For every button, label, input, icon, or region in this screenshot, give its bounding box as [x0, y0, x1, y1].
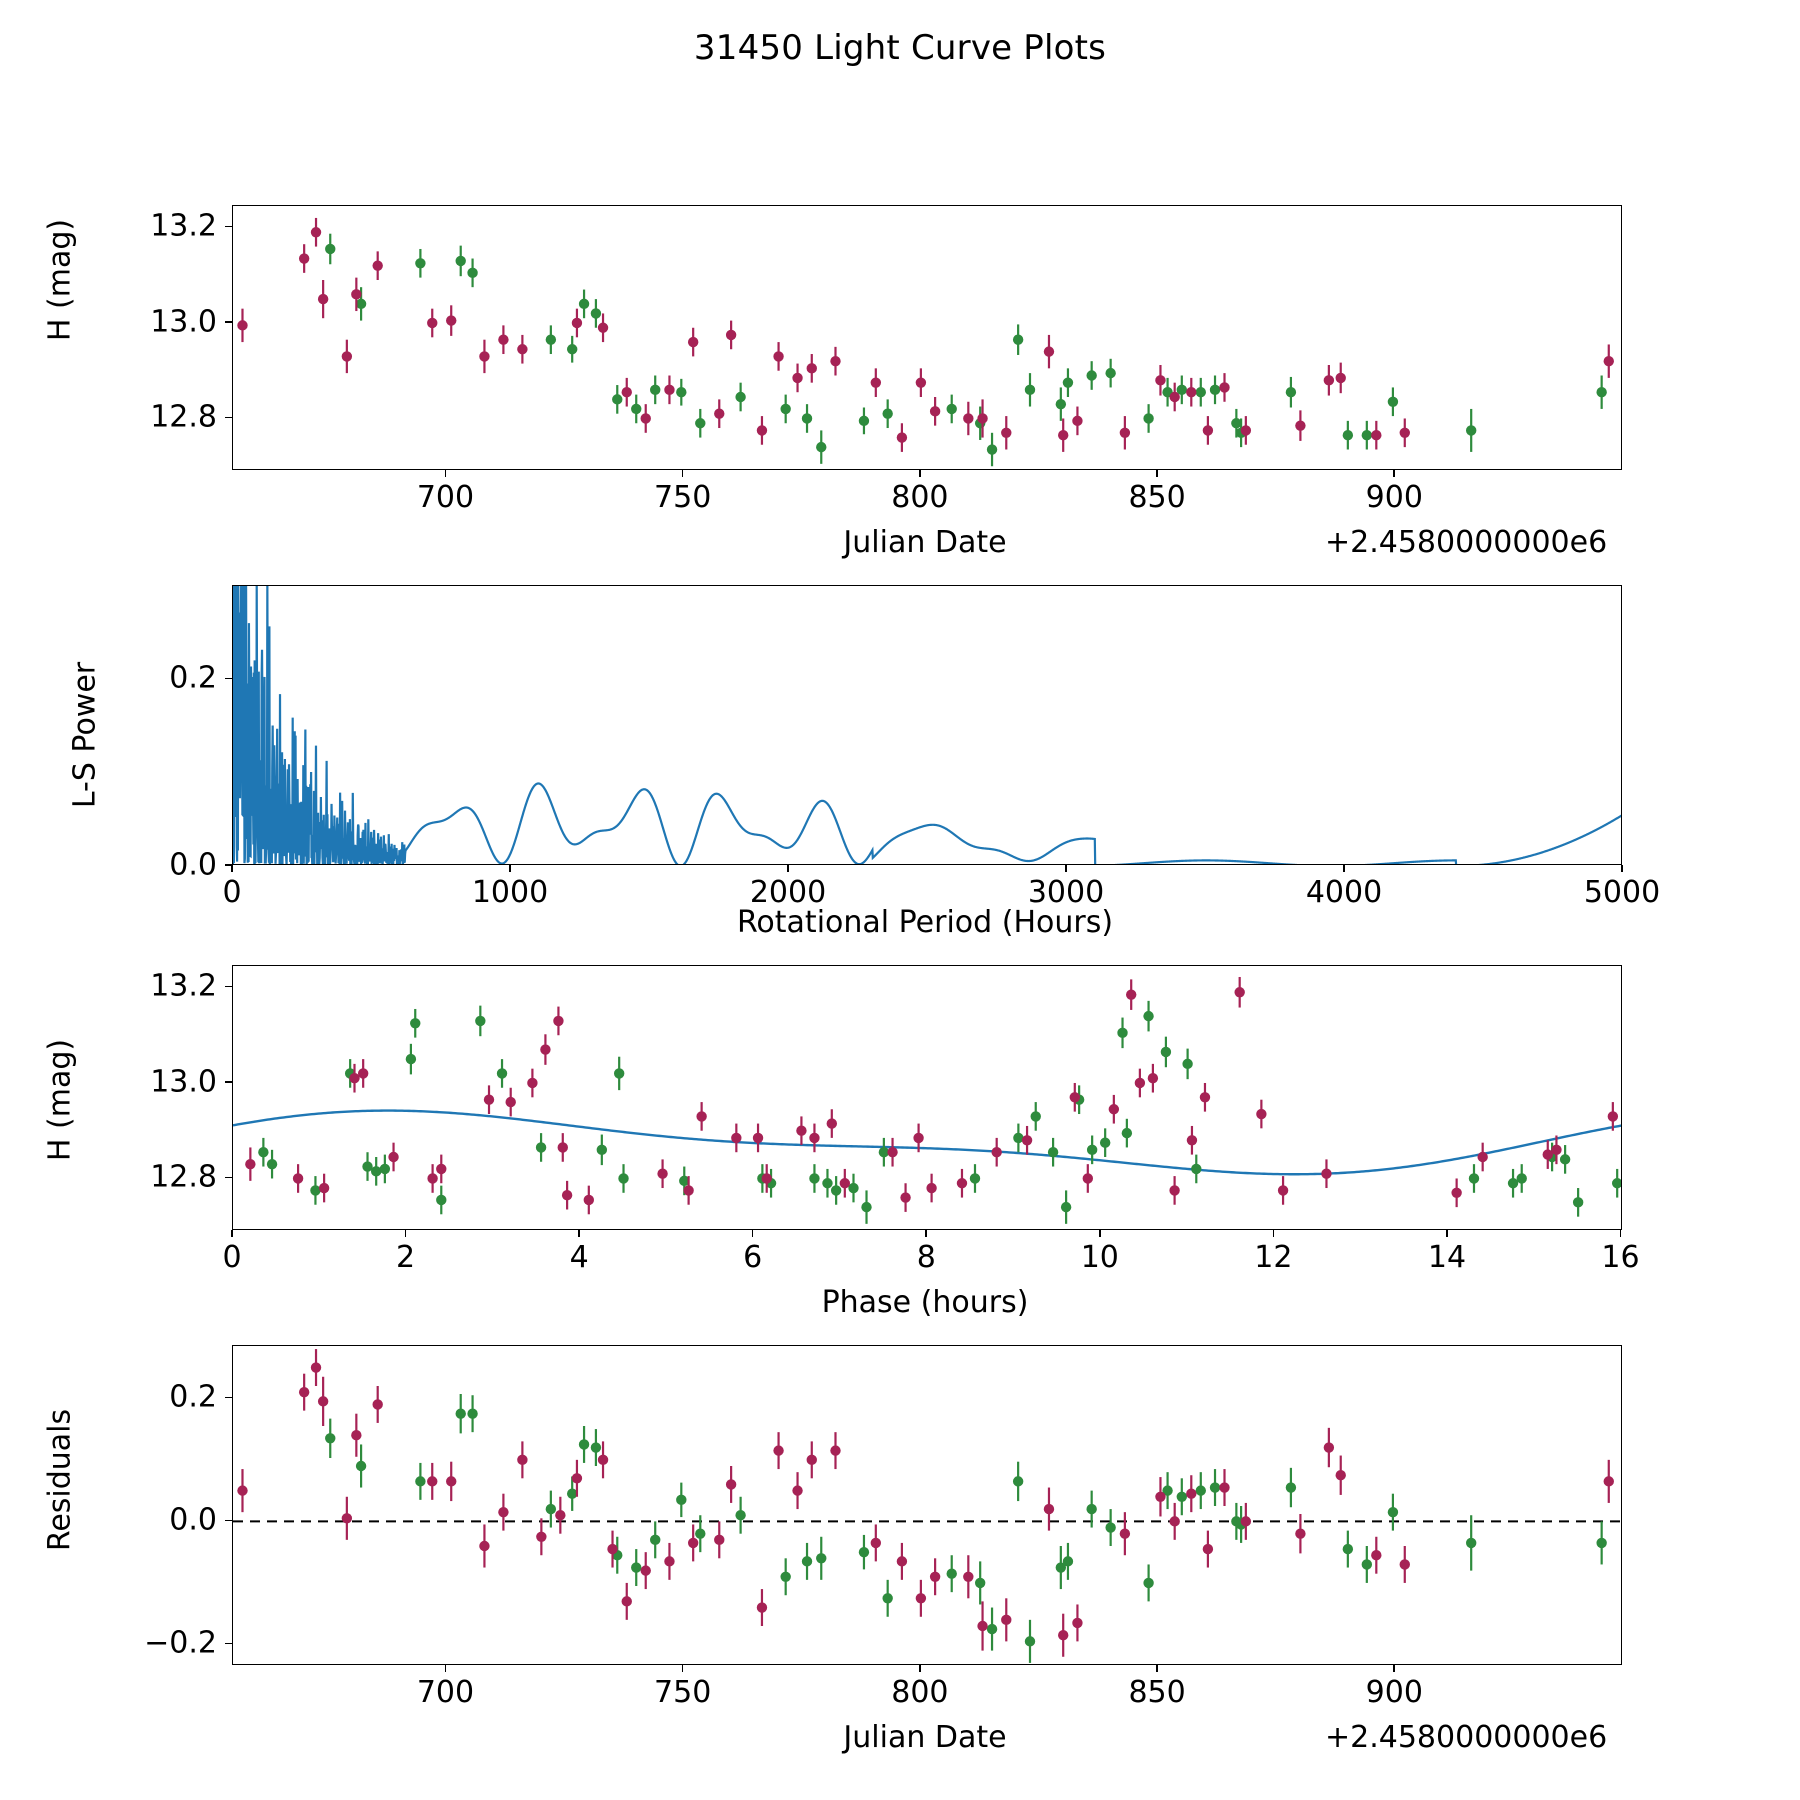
y-tick-label: 0.0 — [169, 1502, 217, 1538]
x-tick — [509, 865, 511, 872]
x-tick-label: 800 — [891, 480, 949, 515]
x-tick — [1099, 1230, 1101, 1237]
x-tick — [1393, 470, 1395, 477]
panel4-ylabel: Residuals — [42, 1408, 78, 1552]
x-tick-label: 0 — [222, 1240, 242, 1275]
y-tick-label: 13.0 — [150, 1064, 217, 1100]
x-tick — [1621, 865, 1623, 872]
panel3-ylabel: H (mag) — [42, 1038, 78, 1162]
panel4-plot-area[interactable] — [232, 1345, 1622, 1665]
x-tick — [925, 1230, 927, 1237]
y-tick-label: 12.8 — [150, 399, 217, 435]
x-tick — [1343, 865, 1345, 872]
y-tick — [225, 226, 232, 228]
x-tick-label: 6 — [743, 1240, 763, 1275]
panel1-ylabel: H (mag) — [42, 218, 78, 342]
x-tick — [1156, 1665, 1158, 1672]
x-tick — [1273, 1230, 1275, 1237]
x-tick-label: 850 — [1128, 1675, 1186, 1710]
x-tick-label: 850 — [1128, 480, 1186, 515]
y-tick — [225, 1177, 232, 1179]
panel1-x-offset: +2.4580000000e6 — [1325, 525, 1608, 560]
panel3-xlabel: Phase (hours) — [821, 1285, 1029, 1320]
y-tick — [225, 321, 232, 323]
y-tick-label: 0.2 — [169, 660, 217, 696]
panel4-xlabel: Julian Date — [843, 1720, 1007, 1755]
x-tick-label: 16 — [1601, 1240, 1640, 1275]
x-tick-label: 4000 — [1305, 875, 1383, 910]
x-tick — [919, 470, 921, 477]
x-tick — [1156, 470, 1158, 477]
x-tick — [445, 470, 447, 477]
x-tick-label: 700 — [416, 1675, 475, 1710]
x-tick — [787, 865, 789, 872]
x-tick-label: 2 — [396, 1240, 416, 1275]
panel2-xlabel: Rotational Period (Hours) — [736, 905, 1114, 940]
y-tick-label: 12.8 — [150, 1159, 217, 1195]
panel1-xlabel: Julian Date — [843, 525, 1007, 560]
y-tick — [225, 864, 232, 866]
x-tick-label: 2000 — [749, 875, 827, 910]
figure-title: 31450 Light Curve Plots — [693, 28, 1107, 68]
data-series-red-band — [245, 977, 1618, 1214]
x-tick — [682, 470, 684, 477]
y-tick — [225, 1520, 232, 1522]
y-tick-label: −0.2 — [144, 1625, 217, 1661]
data-series-green-band — [258, 1001, 1622, 1224]
x-tick-label: 750 — [654, 1675, 712, 1710]
y-tick — [225, 1397, 232, 1399]
x-tick-label: 900 — [1365, 480, 1423, 515]
y-tick-label: 13.2 — [150, 968, 217, 1004]
panel2-plot-area[interactable] — [232, 585, 1622, 865]
x-tick — [578, 1230, 580, 1237]
x-tick — [405, 1230, 407, 1237]
y-tick-label: 13.0 — [150, 304, 217, 340]
periodogram-curve — [233, 586, 1622, 865]
y-tick-label: 0.0 — [169, 847, 217, 883]
x-tick-label: 5000 — [1583, 875, 1661, 910]
x-tick-label: 10 — [1080, 1240, 1119, 1275]
y-tick — [225, 1643, 232, 1645]
y-tick — [225, 1081, 232, 1083]
data-series-red-band — [237, 1349, 1614, 1657]
x-tick-label: 700 — [416, 480, 475, 515]
data-series-green-band — [325, 1394, 1607, 1663]
x-tick-label: 900 — [1365, 1675, 1423, 1710]
x-tick — [1065, 865, 1067, 872]
x-tick — [1393, 1665, 1395, 1672]
x-tick — [231, 865, 233, 872]
y-tick — [225, 986, 232, 988]
x-tick — [752, 1230, 754, 1237]
panel2-ylabel: L-S Power — [67, 661, 103, 809]
y-tick — [225, 417, 232, 419]
x-tick-label: 8 — [916, 1240, 936, 1275]
x-tick-label: 1000 — [471, 875, 549, 910]
x-tick — [1620, 1230, 1622, 1237]
x-tick-label: 4 — [569, 1240, 589, 1275]
panel4-x-offset: +2.4580000000e6 — [1325, 1720, 1608, 1755]
x-tick-label: 12 — [1254, 1240, 1293, 1275]
x-tick-label: 3000 — [1027, 875, 1105, 910]
y-tick-label: 13.2 — [150, 208, 217, 244]
x-tick — [682, 1665, 684, 1672]
x-tick — [919, 1665, 921, 1672]
y-tick — [225, 678, 232, 680]
x-tick-label: 14 — [1427, 1240, 1467, 1275]
x-tick-label: 0 — [222, 875, 242, 910]
x-tick — [231, 1230, 233, 1237]
panel3-plot-area[interactable] — [232, 965, 1622, 1230]
x-tick — [1446, 1230, 1448, 1237]
y-tick-label: 0.2 — [169, 1379, 217, 1415]
x-tick-label: 800 — [891, 1675, 949, 1710]
x-tick-label: 750 — [654, 480, 712, 515]
x-tick — [445, 1665, 447, 1672]
